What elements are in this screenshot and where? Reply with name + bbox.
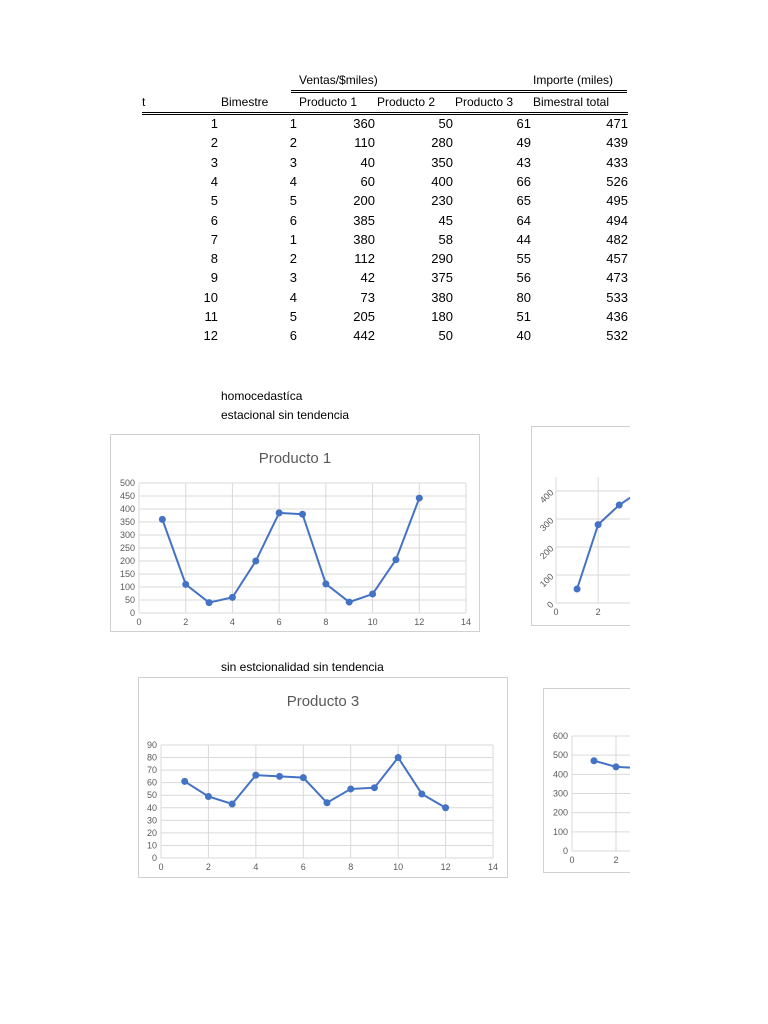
y-tick-label: 60 — [146, 777, 157, 788]
table-cell-p2: 58 — [438, 231, 453, 247]
x-tick-label: 12 — [414, 617, 425, 627]
data-point — [591, 757, 598, 764]
table-cell-p1: 200 — [353, 193, 375, 209]
table-cell-bim: 2 — [289, 251, 297, 267]
y-tick-label: 400 — [552, 769, 568, 780]
col-header-t: t — [142, 95, 146, 109]
data-point — [182, 581, 189, 588]
table-cell-p3: 43 — [516, 154, 531, 170]
table-cell-p2: 50 — [438, 328, 453, 344]
table-cell-t: 1 — [210, 116, 218, 131]
table-cell-p3: 80 — [516, 289, 531, 305]
data-point — [395, 754, 402, 761]
table-cell-p2: 375 — [431, 270, 453, 286]
table-cell-p3: 56 — [516, 270, 531, 286]
x-tick-label: 8 — [323, 617, 329, 627]
y-tick-label: 150 — [119, 569, 135, 579]
table-cell-t: 10 — [203, 289, 218, 305]
data-point — [322, 580, 329, 587]
table-cell-p1: 112 — [354, 251, 375, 267]
col-header-producto-2: Producto 2 — [377, 95, 436, 109]
table-cell-p2: 230 — [431, 193, 453, 209]
y-tick-label: 350 — [119, 517, 135, 527]
chart-producto-1 — [110, 434, 480, 632]
table-cell-t: 8 — [210, 251, 218, 267]
note-sin-estacionalidad: sin estcionalidad sin tendencia — [221, 660, 384, 674]
y-tick-label: 90 — [146, 740, 157, 750]
group-header-rule — [291, 90, 627, 91]
data-point — [595, 521, 602, 528]
table-cell-p1: 110 — [354, 135, 375, 151]
table-cell-p3: 65 — [516, 193, 531, 209]
table-cell-p3: 44 — [516, 231, 531, 247]
y-tick-label: 500 — [119, 478, 135, 488]
table-cell-p2: 400 — [431, 173, 453, 189]
x-tick-label: 14 — [487, 862, 499, 872]
table-cell-t: 3 — [210, 154, 218, 170]
table-cell-total: 473 — [606, 270, 628, 286]
table-cell-total: 532 — [606, 328, 628, 344]
table-cell-total: 494 — [606, 212, 628, 228]
table-cell-p2: 380 — [431, 289, 453, 305]
y-tick-label: 0 — [562, 846, 568, 856]
table-cell-p1: 360 — [353, 116, 375, 131]
table-cell-p2: 50 — [438, 116, 453, 131]
col-header-producto-1: Producto 1 — [299, 95, 358, 109]
table-cell-total: 482 — [606, 231, 628, 247]
x-tick-label: 14 — [460, 617, 472, 627]
y-tick-label: 300 — [537, 515, 556, 534]
table-cell-total: 526 — [606, 173, 628, 189]
chart-title: Producto 3 — [286, 693, 360, 710]
x-tick-label: 6 — [300, 862, 306, 872]
table-cell-bim: 6 — [289, 328, 297, 344]
header-rule — [142, 112, 628, 113]
table-cell-t: 7 — [210, 231, 218, 247]
data-point — [300, 774, 307, 781]
y-tick-label: 100 — [119, 582, 135, 592]
y-tick-label: 80 — [146, 752, 157, 763]
table-cell-p1: 385 — [353, 212, 375, 228]
x-tick-label: 0 — [553, 607, 559, 617]
table-cell-p1: 205 — [353, 309, 375, 324]
importe-group-header: Importe (miles) — [533, 73, 614, 87]
y-tick-label: 500 — [552, 750, 568, 761]
note-estacional: estacional sin tendencia — [221, 408, 350, 422]
group-header-rule-2 — [291, 92, 627, 93]
y-tick-label: 300 — [552, 788, 568, 799]
table-cell-p2: 350 — [431, 154, 453, 170]
data-point — [252, 772, 259, 779]
data-point — [371, 784, 378, 791]
data-point — [416, 495, 423, 502]
table-cell-p1: 40 — [360, 154, 375, 170]
y-tick-label: 100 — [552, 826, 568, 837]
y-tick-label: 400 — [537, 487, 556, 506]
chart-producto-2-cropped — [531, 426, 643, 626]
y-tick-label: 200 — [537, 543, 556, 562]
data-point — [616, 502, 623, 509]
x-tick-label: 4 — [253, 862, 259, 872]
table-cell-p3: 61 — [516, 116, 531, 131]
table-cell-p2: 290 — [431, 251, 453, 267]
y-tick-label: 400 — [119, 504, 135, 514]
y-tick-label: 0 — [544, 599, 556, 611]
data-point — [276, 509, 283, 516]
data-point — [276, 773, 283, 780]
x-tick-label: 0 — [136, 617, 142, 627]
table-cell-bim: 4 — [289, 173, 297, 189]
y-tick-label: 450 — [119, 491, 135, 501]
table-cell-p3: 49 — [516, 135, 531, 151]
table-cell-p1: 60 — [360, 173, 375, 189]
data-point — [613, 763, 620, 770]
y-tick-label: 10 — [146, 840, 157, 851]
table-cell-total: 439 — [606, 135, 628, 151]
y-tick-label: 200 — [552, 807, 568, 818]
data-point — [418, 790, 425, 797]
y-tick-label: 250 — [119, 543, 135, 553]
table-cell-p1: 42 — [360, 270, 375, 286]
x-tick-label: 10 — [367, 617, 378, 627]
col-header-bimestre: Bimestre — [221, 95, 269, 109]
y-tick-label: 0 — [129, 608, 135, 618]
data-point — [229, 594, 236, 601]
table-cell-t: 12 — [203, 328, 218, 344]
note-homocedastica: homocedastíca — [221, 389, 303, 403]
ventas-group-header: Ventas/$miles) — [299, 73, 378, 87]
table-cell-p3: 64 — [516, 212, 531, 228]
data-point — [574, 586, 581, 593]
x-tick-label: 2 — [205, 862, 211, 872]
data-point — [392, 556, 399, 563]
table-cell-bim: 2 — [289, 135, 297, 151]
chart-producto-3-svg — [139, 678, 507, 877]
table-cell-t: 9 — [210, 270, 218, 286]
table-cell-bim: 1 — [289, 116, 297, 131]
table-cell-t: 2 — [210, 135, 218, 151]
table-cell-bim: 3 — [289, 154, 297, 170]
y-tick-label: 50 — [146, 790, 157, 801]
table-cell-p3: 40 — [516, 328, 531, 344]
table-cell-total: 436 — [606, 309, 628, 324]
y-tick-label: 20 — [146, 827, 157, 838]
data-point — [369, 591, 376, 598]
data-point — [299, 511, 306, 518]
table-cell-bim: 3 — [289, 270, 297, 286]
table-cell-p1: 442 — [353, 328, 375, 344]
data-point — [347, 785, 354, 792]
page-margin — [630, 0, 768, 1024]
table-cell-total: 457 — [606, 251, 628, 267]
y-tick-label: 0 — [151, 853, 157, 863]
data-point — [252, 558, 259, 565]
table-cell-bim: 6 — [289, 212, 297, 228]
table-cell-p1: 73 — [360, 289, 375, 305]
x-tick-label: 2 — [613, 855, 619, 865]
table-cell-bim: 5 — [289, 193, 297, 209]
col-header-producto-3: Producto 3 — [455, 95, 514, 109]
x-tick-label: 2 — [595, 607, 601, 617]
x-tick-label: 10 — [393, 862, 404, 872]
header-rule-2 — [142, 114, 628, 115]
chart-total-svg — [544, 689, 642, 872]
y-tick-label: 300 — [119, 530, 135, 540]
data-point — [205, 793, 212, 800]
table-cell-p2: 280 — [431, 135, 453, 151]
table-cell-total: 495 — [606, 193, 628, 209]
table-cell-t: 11 — [204, 309, 218, 324]
y-tick-label: 70 — [146, 765, 157, 776]
y-tick-label: 30 — [146, 815, 157, 826]
table-cell-p2: 180 — [431, 309, 453, 324]
y-tick-label: 50 — [124, 595, 135, 605]
data-point — [229, 801, 236, 808]
table-cell-bim: 5 — [289, 309, 297, 324]
data-point — [346, 599, 353, 606]
y-tick-label: 200 — [119, 556, 135, 566]
table-cell-bim: 1 — [289, 231, 297, 247]
table-cell-p3: 55 — [516, 251, 531, 267]
data-point — [324, 799, 331, 806]
table-cell-total: 533 — [606, 289, 628, 305]
chart-title: Producto 1 — [258, 450, 332, 467]
table-cell-p1: 380 — [353, 231, 375, 247]
table-cell-t: 6 — [210, 212, 218, 228]
x-tick-label: 4 — [229, 617, 235, 627]
chart-total-cropped — [543, 688, 643, 873]
x-tick-label: 8 — [348, 862, 354, 872]
x-tick-label: 12 — [440, 862, 451, 872]
chart-producto-2-svg — [532, 427, 642, 625]
data-point — [181, 778, 188, 785]
y-tick-label: 600 — [552, 731, 568, 741]
table-cell-p3: 51 — [516, 309, 531, 324]
y-tick-label: 100 — [537, 571, 556, 590]
chart-producto-1-svg — [111, 435, 479, 631]
x-tick-label: 0 — [158, 862, 164, 872]
table-cell-t: 4 — [210, 173, 218, 189]
chart-producto-3 — [138, 677, 508, 878]
table-cell-t: 5 — [210, 193, 218, 209]
table-cell-total: 433 — [606, 154, 628, 170]
data-point — [159, 516, 166, 523]
col-header-bimestral-total: Bimestral total — [533, 95, 610, 109]
data-point — [206, 599, 213, 606]
table-cell-total: 471 — [606, 116, 628, 131]
table-cell-p2: 45 — [438, 212, 453, 228]
table-cell-bim: 4 — [289, 289, 297, 305]
table-cell-p3: 66 — [516, 173, 531, 189]
x-tick-label: 0 — [569, 855, 575, 865]
data-point — [442, 804, 449, 811]
x-tick-label: 2 — [183, 617, 189, 627]
x-tick-label: 6 — [276, 617, 282, 627]
y-tick-label: 40 — [146, 802, 157, 813]
